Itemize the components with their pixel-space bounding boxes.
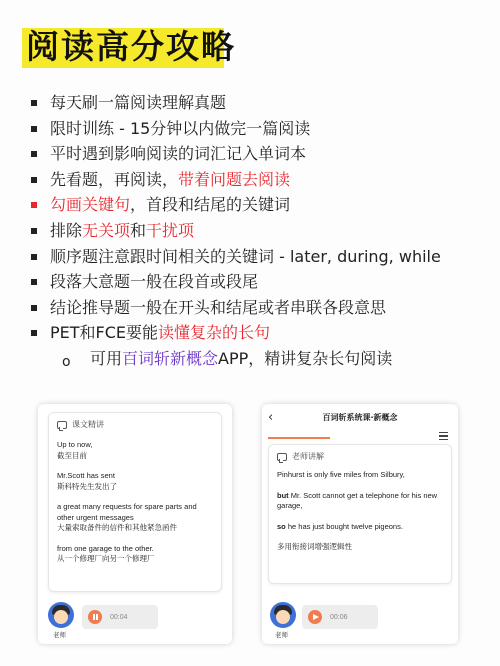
audio-time: 00:06	[330, 613, 348, 621]
sentence-block	[57, 440, 213, 461]
sentence-line: from one garage to the other.	[57, 543, 154, 553]
tip-text: 干扰项	[146, 220, 195, 240]
card-header	[277, 451, 443, 462]
lesson-card	[48, 412, 222, 592]
tip-item	[28, 269, 493, 295]
menu-icon[interactable]	[439, 432, 448, 440]
tip-text: 结论推导题一般在开头和结尾或者串联各段意思	[50, 297, 387, 317]
page-title: 阅读高分攻略	[26, 26, 236, 66]
card-title: 课文精讲	[72, 420, 104, 429]
tip-text: 每天刷一篇阅读理解真题	[50, 93, 227, 112]
explanation-card	[268, 444, 452, 584]
sentence-line: 大量索取备件的信件和其他紧急函件	[57, 523, 177, 532]
tips-list	[28, 90, 493, 372]
sentence-block	[57, 544, 213, 565]
explanation-line	[277, 542, 443, 553]
bullet-marker	[31, 100, 37, 106]
tip-item	[28, 116, 493, 142]
tip-text: PET和FCE要能	[50, 323, 159, 343]
right-app-screenshot	[262, 404, 458, 644]
bullet-marker	[31, 279, 37, 285]
bullet-marker	[31, 202, 37, 208]
sentence-line: Up to now,	[57, 440, 93, 449]
card-header	[57, 419, 213, 430]
tip-text: 带着问题去阅读	[178, 169, 291, 189]
teacher-avatar[interactable]	[270, 602, 296, 628]
sentence-line: a great many requests for spare parts and	[57, 502, 197, 511]
sentence-line: 从一个修理厂向另一个修理厂	[57, 554, 155, 563]
sentence-line: other urgent messages	[57, 512, 134, 522]
bullet-marker	[31, 254, 37, 260]
tip-text: 顺序题注意跟时间相关的关键词 - later, during, while	[50, 246, 441, 266]
line-text: 多用衔接词增强逻辑性	[277, 542, 352, 551]
tip-text: 读懂复杂的长句	[158, 323, 271, 343]
tip-text: 段落大意题一般在段首或段尾	[50, 272, 259, 292]
chat-icon	[57, 421, 67, 429]
app-header	[262, 404, 458, 434]
sentence-line: 截至目前	[57, 450, 87, 460]
bullet-marker	[31, 126, 37, 132]
audio-player[interactable]	[302, 605, 378, 629]
sentence-line: Mr.Scott has sent	[57, 471, 115, 480]
tip-item	[28, 167, 493, 193]
lesson-text	[57, 440, 213, 565]
sub-bullet-marker: o	[62, 353, 71, 370]
audio-time: 00:04	[110, 613, 128, 621]
bullet-marker	[31, 151, 37, 157]
audio-player[interactable]	[82, 605, 158, 629]
connective-word: but	[277, 490, 289, 500]
tip-item	[28, 90, 493, 116]
connective-word: so	[277, 521, 286, 531]
sentence-block	[57, 471, 213, 492]
left-app-screenshot	[38, 404, 232, 644]
tip-item	[28, 218, 493, 244]
line-text: Mr. Scott cannot get a telephone for his new garage,	[277, 490, 438, 510]
avatar-label: 老师	[275, 631, 288, 639]
play-icon[interactable]	[308, 610, 322, 624]
line-text: Pinhurst is only five miles from Silbury,	[277, 470, 405, 479]
progress-bar	[268, 437, 330, 439]
sentence-block	[57, 502, 213, 534]
back-icon[interactable]: ‹	[268, 410, 274, 425]
tip-item	[28, 295, 493, 321]
pause-icon[interactable]	[88, 610, 102, 624]
page-title-area	[22, 20, 236, 68]
sentence-line: 斯科特先生发出了	[57, 481, 117, 491]
tip-text: 无关项	[82, 220, 131, 240]
tip-text: 限时训练 - 15分钟以内做完一篇阅读	[50, 118, 311, 138]
tip-item	[28, 192, 493, 218]
bullet-marker	[31, 330, 37, 336]
chat-icon	[277, 453, 287, 461]
tip-item	[28, 244, 493, 270]
teacher-avatar[interactable]	[48, 602, 74, 628]
tip-item	[28, 141, 493, 167]
tip-text: 排除	[50, 220, 83, 240]
avatar-label: 老师	[53, 631, 66, 639]
explanation-line	[277, 470, 443, 481]
card-title: 老师讲解	[292, 452, 324, 461]
bullet-marker	[31, 177, 37, 183]
sub-tip-text: APP，精讲复杂长句阅读	[218, 348, 393, 368]
bullet-marker	[31, 305, 37, 311]
tip-text: 平时遇到影响阅读的词汇记入单词本	[50, 144, 307, 164]
explanation-line	[277, 491, 443, 512]
tip-item	[28, 320, 493, 346]
tip-text: 先看题，再阅读，	[50, 169, 179, 189]
explanation-line	[277, 522, 443, 533]
tip-text: 勾画关键句	[50, 195, 131, 215]
tip-text: 和	[130, 220, 147, 240]
explanation-text	[277, 470, 443, 553]
line-text: he has just bought twelve pigeons.	[285, 521, 403, 531]
sub-tip-item	[28, 346, 493, 372]
bullet-marker	[31, 228, 37, 234]
sub-tip-text: 可用	[90, 348, 123, 368]
sub-tip-text: 百词斩新概念	[122, 348, 219, 368]
header-title: 百词斩系统课·新概念	[322, 413, 398, 422]
tip-text: ，首段和结尾的关键词	[130, 195, 291, 215]
